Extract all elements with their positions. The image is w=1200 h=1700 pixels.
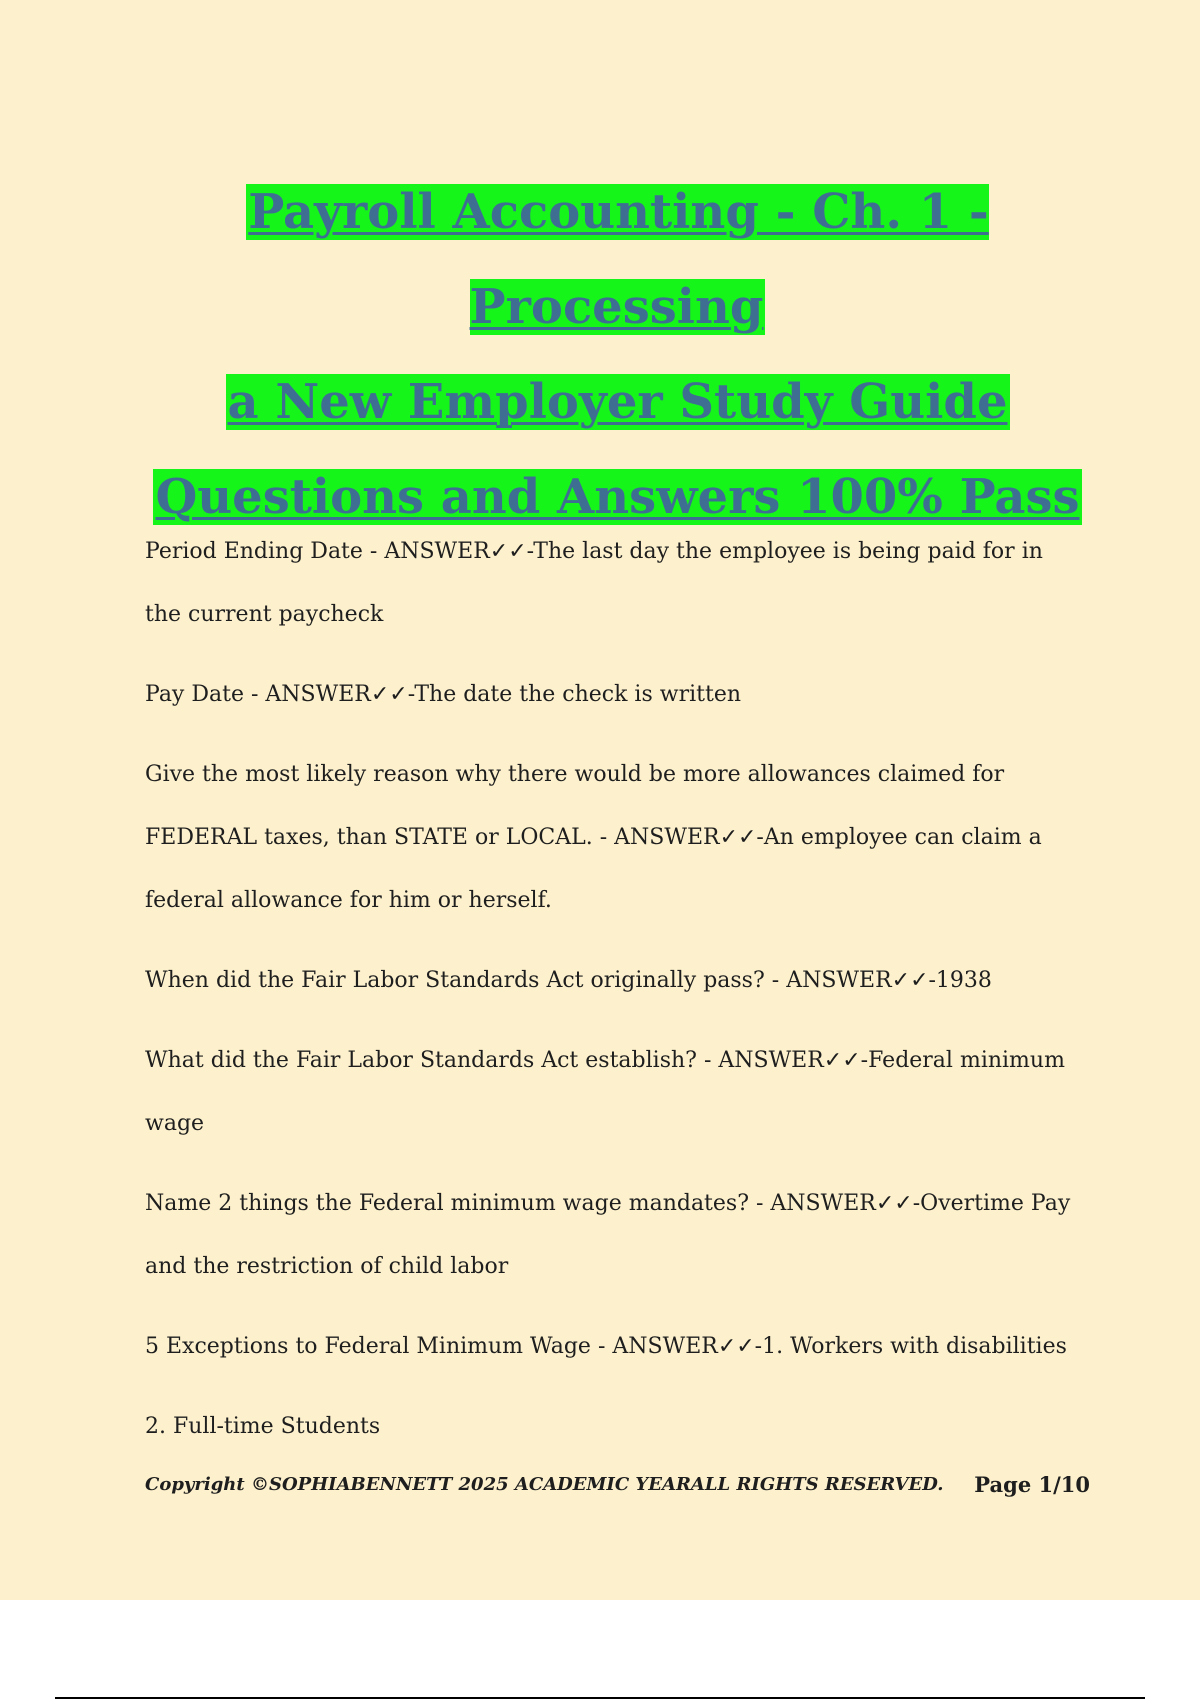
title-line: a New Employer Study Guide	[227, 374, 1008, 430]
qa-item: Pay Date - ANSWER✓✓-The date the check is written	[145, 682, 742, 707]
qa-item: 5 Exceptions to Federal Minimum Wage - ANSWER✓✓-1. Workers with disabilities	[145, 1334, 1067, 1359]
page-number: Page 1/10	[974, 1472, 1090, 1497]
document-title	[145, 165, 1090, 545]
qa-item: What did the Fair Labor Standards Act establish? - ANSWER✓✓-Federal minimum wage	[145, 1048, 1065, 1136]
page-footer	[145, 1470, 1090, 1500]
title-line: Payroll Accounting - Ch. 1 - Processing	[248, 184, 989, 335]
copyright-notice: Copyright ©SOPHIABENNETT 2025 ACADEMIC YEARALL RIGHTS RESERVED.	[145, 1474, 944, 1495]
qa-item: Period Ending Date - ANSWER✓✓-The last day the employee is being paid for in the current paycheck	[145, 539, 1043, 627]
qa-list	[145, 520, 1080, 1475]
title-line: Questions and Answers 100% Pass	[155, 469, 1080, 525]
page-divider	[55, 1697, 1145, 1699]
qa-item: Name 2 things the Federal minimum wage mandates? - ANSWER✓✓-Overtime Pay and the restriction of child labor	[145, 1191, 1071, 1279]
qa-item: 2. Full-time Students	[145, 1414, 381, 1439]
qa-item: Give the most likely reason why there would be more allowances claimed for FEDERAL taxes, than STATE or LOCAL. - ANSWER✓✓-An employee can claim a federal allowance for him or herself.	[145, 762, 1042, 913]
qa-item: When did the Fair Labor Standards Act originally pass? - ANSWER✓✓-1938	[145, 968, 992, 993]
